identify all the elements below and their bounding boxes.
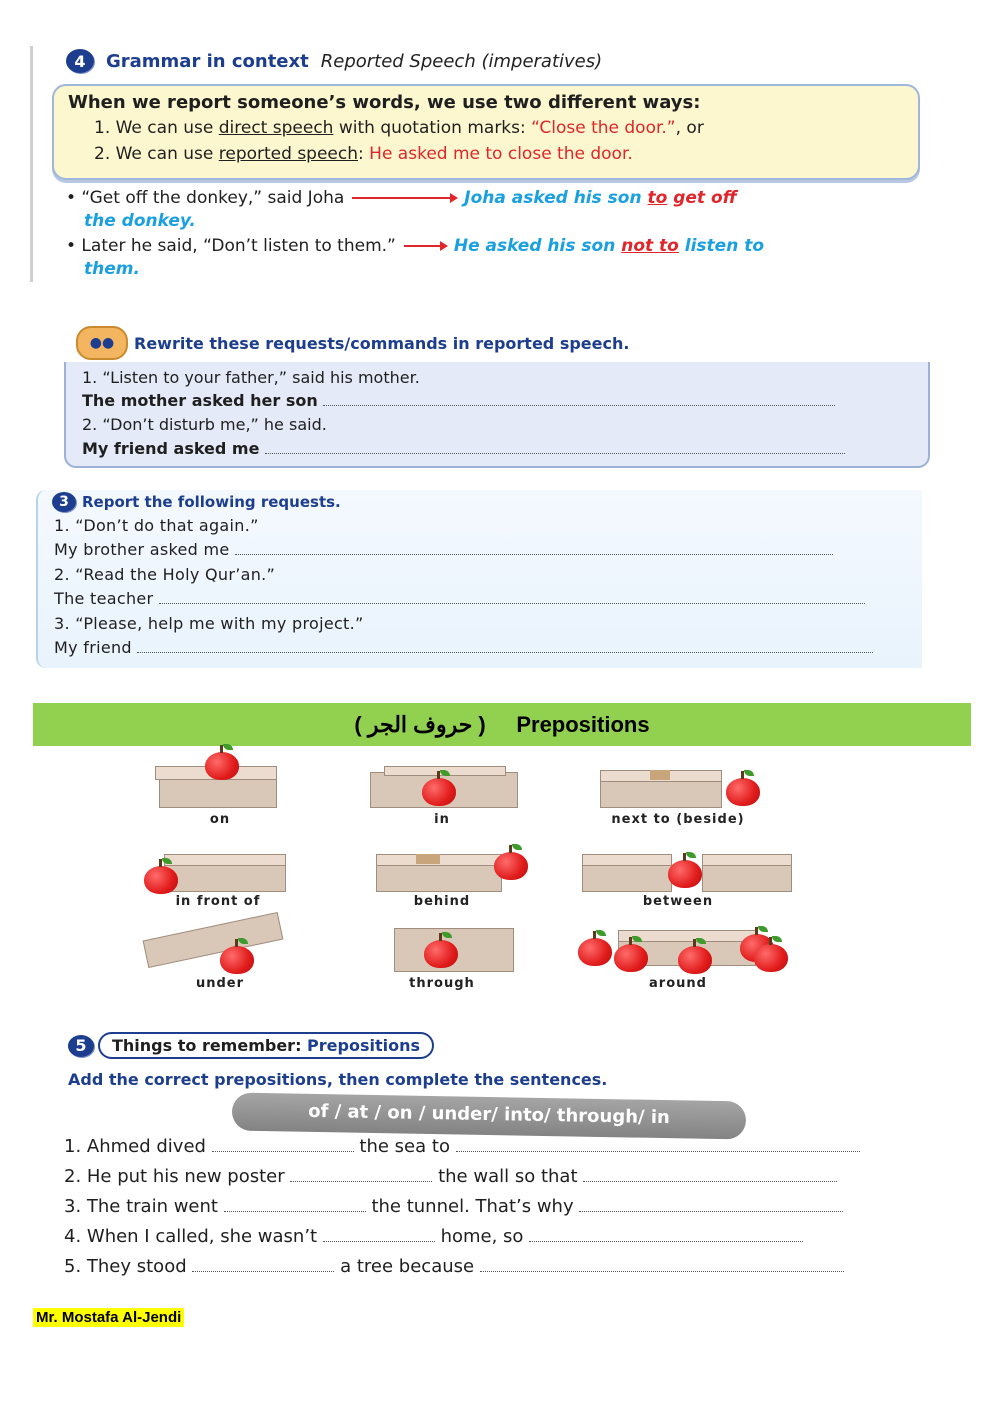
box-top — [702, 854, 792, 866]
sentence-text: 3. The train went — [64, 1196, 218, 1217]
example-reported: He asked me to close the door. — [369, 144, 633, 164]
rewrite-a1 — [82, 391, 835, 410]
box-top — [582, 854, 672, 866]
illustration-under — [144, 922, 284, 974]
example-1-cont: the donkey. — [84, 211, 196, 231]
label-through: through — [409, 976, 475, 991]
text: 2. We can use — [94, 144, 219, 164]
example-reported: listen to — [678, 236, 765, 256]
blank-line[interactable] — [579, 1199, 843, 1212]
answer-line[interactable] — [137, 640, 873, 653]
example-quote: • “Get off the donkey,” said Joha — [66, 188, 345, 208]
sentence-5 — [64, 1256, 844, 1277]
section3-header — [52, 492, 341, 512]
s3-a2 — [54, 589, 865, 608]
pill-text: Things to remember: — [112, 1036, 308, 1055]
box-shape — [143, 912, 284, 968]
box-shape — [702, 862, 792, 892]
blank-line[interactable] — [529, 1229, 803, 1242]
sentence-text: the sea to — [359, 1136, 450, 1157]
box-shape — [159, 776, 277, 808]
rewrite-q2: 2. “Don’t disturb me,” he said. — [82, 415, 327, 434]
s3-q1: 1. “Don’t do that again.” — [54, 516, 259, 535]
heading-english: Prepositions — [516, 712, 650, 737]
section-title: Report the following requests. — [82, 493, 341, 511]
blank-line[interactable] — [224, 1199, 366, 1212]
blank-line[interactable] — [290, 1169, 432, 1182]
blank-line[interactable] — [583, 1169, 837, 1182]
pair-work-icon: ●● — [76, 326, 128, 360]
sentence-1 — [64, 1136, 860, 1157]
rewrite-q1: 1. “Listen to your father,” said his mother. — [82, 368, 420, 387]
text: , or — [675, 118, 704, 138]
illustration-around — [578, 928, 793, 974]
rule-way-1 — [94, 118, 704, 138]
sentence-text: home, so — [440, 1226, 524, 1247]
illustration-in-front-of — [144, 852, 289, 892]
example-2 — [66, 236, 764, 256]
arrow-icon — [404, 245, 446, 247]
rewrite-exercise-box — [64, 362, 930, 468]
sentence-text: the wall so that — [438, 1166, 578, 1187]
blank-line[interactable] — [480, 1259, 844, 1272]
apple-icon — [205, 752, 239, 780]
apple-icon — [614, 944, 648, 972]
s3-a1 — [54, 540, 833, 559]
rule-way-2 — [94, 144, 633, 164]
prepositions-heading — [33, 712, 971, 738]
apple-icon — [422, 778, 456, 806]
section-number-badge: 4 — [66, 49, 94, 73]
arrow-icon — [352, 197, 456, 199]
blank-line[interactable] — [212, 1139, 354, 1152]
word-bank: of / at / on / under/ into/ through/ in — [232, 1093, 747, 1140]
example-reported: He asked his son — [453, 236, 622, 256]
sentence-text: 2. He put his new poster — [64, 1166, 285, 1187]
answer-stem: My brother asked me — [54, 540, 230, 559]
text: with quotation marks: — [333, 118, 532, 138]
apple-icon — [220, 946, 254, 974]
example-keyword: to — [647, 188, 668, 208]
apple-icon — [668, 860, 702, 888]
label-next-to: next to (beside) — [611, 812, 745, 827]
blank-line[interactable] — [192, 1259, 334, 1272]
sentence-text: 5. They stood — [64, 1256, 187, 1277]
illustration-between — [582, 852, 792, 892]
answer-line[interactable] — [323, 393, 835, 406]
prepositions-banner — [33, 703, 971, 746]
text: 1. We can use — [94, 118, 219, 138]
section-title: Grammar in context — [106, 50, 309, 72]
box-shape — [582, 862, 672, 892]
rewrite-title: Rewrite these requests/commands in reported speech. — [134, 333, 630, 353]
apple-icon — [578, 938, 612, 966]
section-number-badge: 3 — [52, 492, 76, 512]
tape — [416, 854, 440, 864]
s3-q2: 2. “Read the Holy Qur’an.” — [54, 565, 276, 584]
label-between: between — [642, 894, 714, 909]
label-on: on — [209, 812, 231, 827]
section4-header — [66, 48, 602, 74]
apple-icon — [144, 866, 178, 894]
sentence-text: 4. When I called, she wasn’t — [64, 1226, 318, 1247]
rule-intro: When we report someone’s words, we use two different ways: — [68, 92, 701, 113]
term-reported-speech: reported speech — [218, 144, 359, 164]
answer-stem: The teacher — [54, 589, 154, 608]
answer-line[interactable] — [265, 441, 845, 454]
sentence-text: 1. Ahmed dived — [64, 1136, 206, 1157]
illustration-in — [370, 756, 520, 810]
section5-header — [68, 1032, 434, 1059]
answer-line[interactable] — [235, 542, 833, 555]
sentence-text: a tree because — [340, 1256, 475, 1277]
answer-stem: The mother asked her son — [82, 391, 318, 410]
box-shape — [164, 862, 286, 892]
illustration-through — [384, 924, 524, 974]
s3-q3: 3. “Please, help me with my project.” — [54, 614, 364, 633]
label-in: in — [434, 812, 450, 827]
label-in-front-of: in front of — [175, 894, 261, 909]
blank-line[interactable] — [323, 1229, 435, 1242]
box-shape — [600, 778, 722, 808]
author-credit: Mr. Mostafa Al-Jendi — [33, 1308, 184, 1327]
grammar-rule-box — [52, 84, 920, 180]
box-shape — [376, 862, 502, 892]
example-keyword: not to — [621, 236, 679, 256]
illustration-next-to — [600, 766, 770, 810]
text: : — [358, 144, 370, 164]
example-2-cont: them. — [84, 259, 140, 279]
illustration-on — [155, 750, 285, 810]
left-margin-bar — [30, 46, 33, 282]
example-reported: Joha asked his son — [464, 188, 648, 208]
example-reported: get off — [667, 188, 737, 208]
apple-icon — [494, 852, 528, 880]
box-top — [164, 854, 286, 866]
sentence-3 — [64, 1196, 843, 1217]
sentence-4 — [64, 1226, 803, 1247]
answer-stem: My friend asked me — [82, 439, 260, 458]
section-number-badge: 5 — [68, 1035, 94, 1057]
example-quote: • Later he said, “Don’t listen to them.” — [66, 236, 396, 256]
answer-stem: My friend — [54, 638, 132, 657]
heading-arabic: ( حروف الجر ) — [354, 712, 486, 737]
s3-a3 — [54, 638, 873, 657]
apple-icon — [754, 944, 788, 972]
tape — [650, 770, 670, 780]
rewrite-a2 — [82, 439, 845, 458]
sentence-2 — [64, 1166, 837, 1187]
term-direct-speech: direct speech — [218, 118, 334, 138]
blank-line[interactable] — [456, 1139, 860, 1152]
apple-icon — [424, 940, 458, 968]
sentence-text: the tunnel. That’s why — [371, 1196, 574, 1217]
example-1 — [66, 188, 737, 208]
apple-icon — [678, 946, 712, 974]
rewrite-header — [76, 326, 629, 360]
illustration-behind — [376, 852, 531, 892]
pill-topic: Prepositions — [307, 1036, 421, 1055]
section-subtitle: Reported Speech (imperatives) — [320, 50, 603, 72]
label-around: around — [649, 976, 707, 991]
things-to-remember-pill — [98, 1032, 434, 1059]
apple-icon — [726, 778, 760, 806]
example-direct: “Close the door.” — [531, 118, 676, 138]
answer-line[interactable] — [159, 591, 865, 604]
section5-instruction: Add the correct prepositions, then complete the sentences. — [68, 1070, 608, 1089]
label-under: under — [195, 976, 245, 991]
label-behind: behind — [413, 894, 471, 909]
